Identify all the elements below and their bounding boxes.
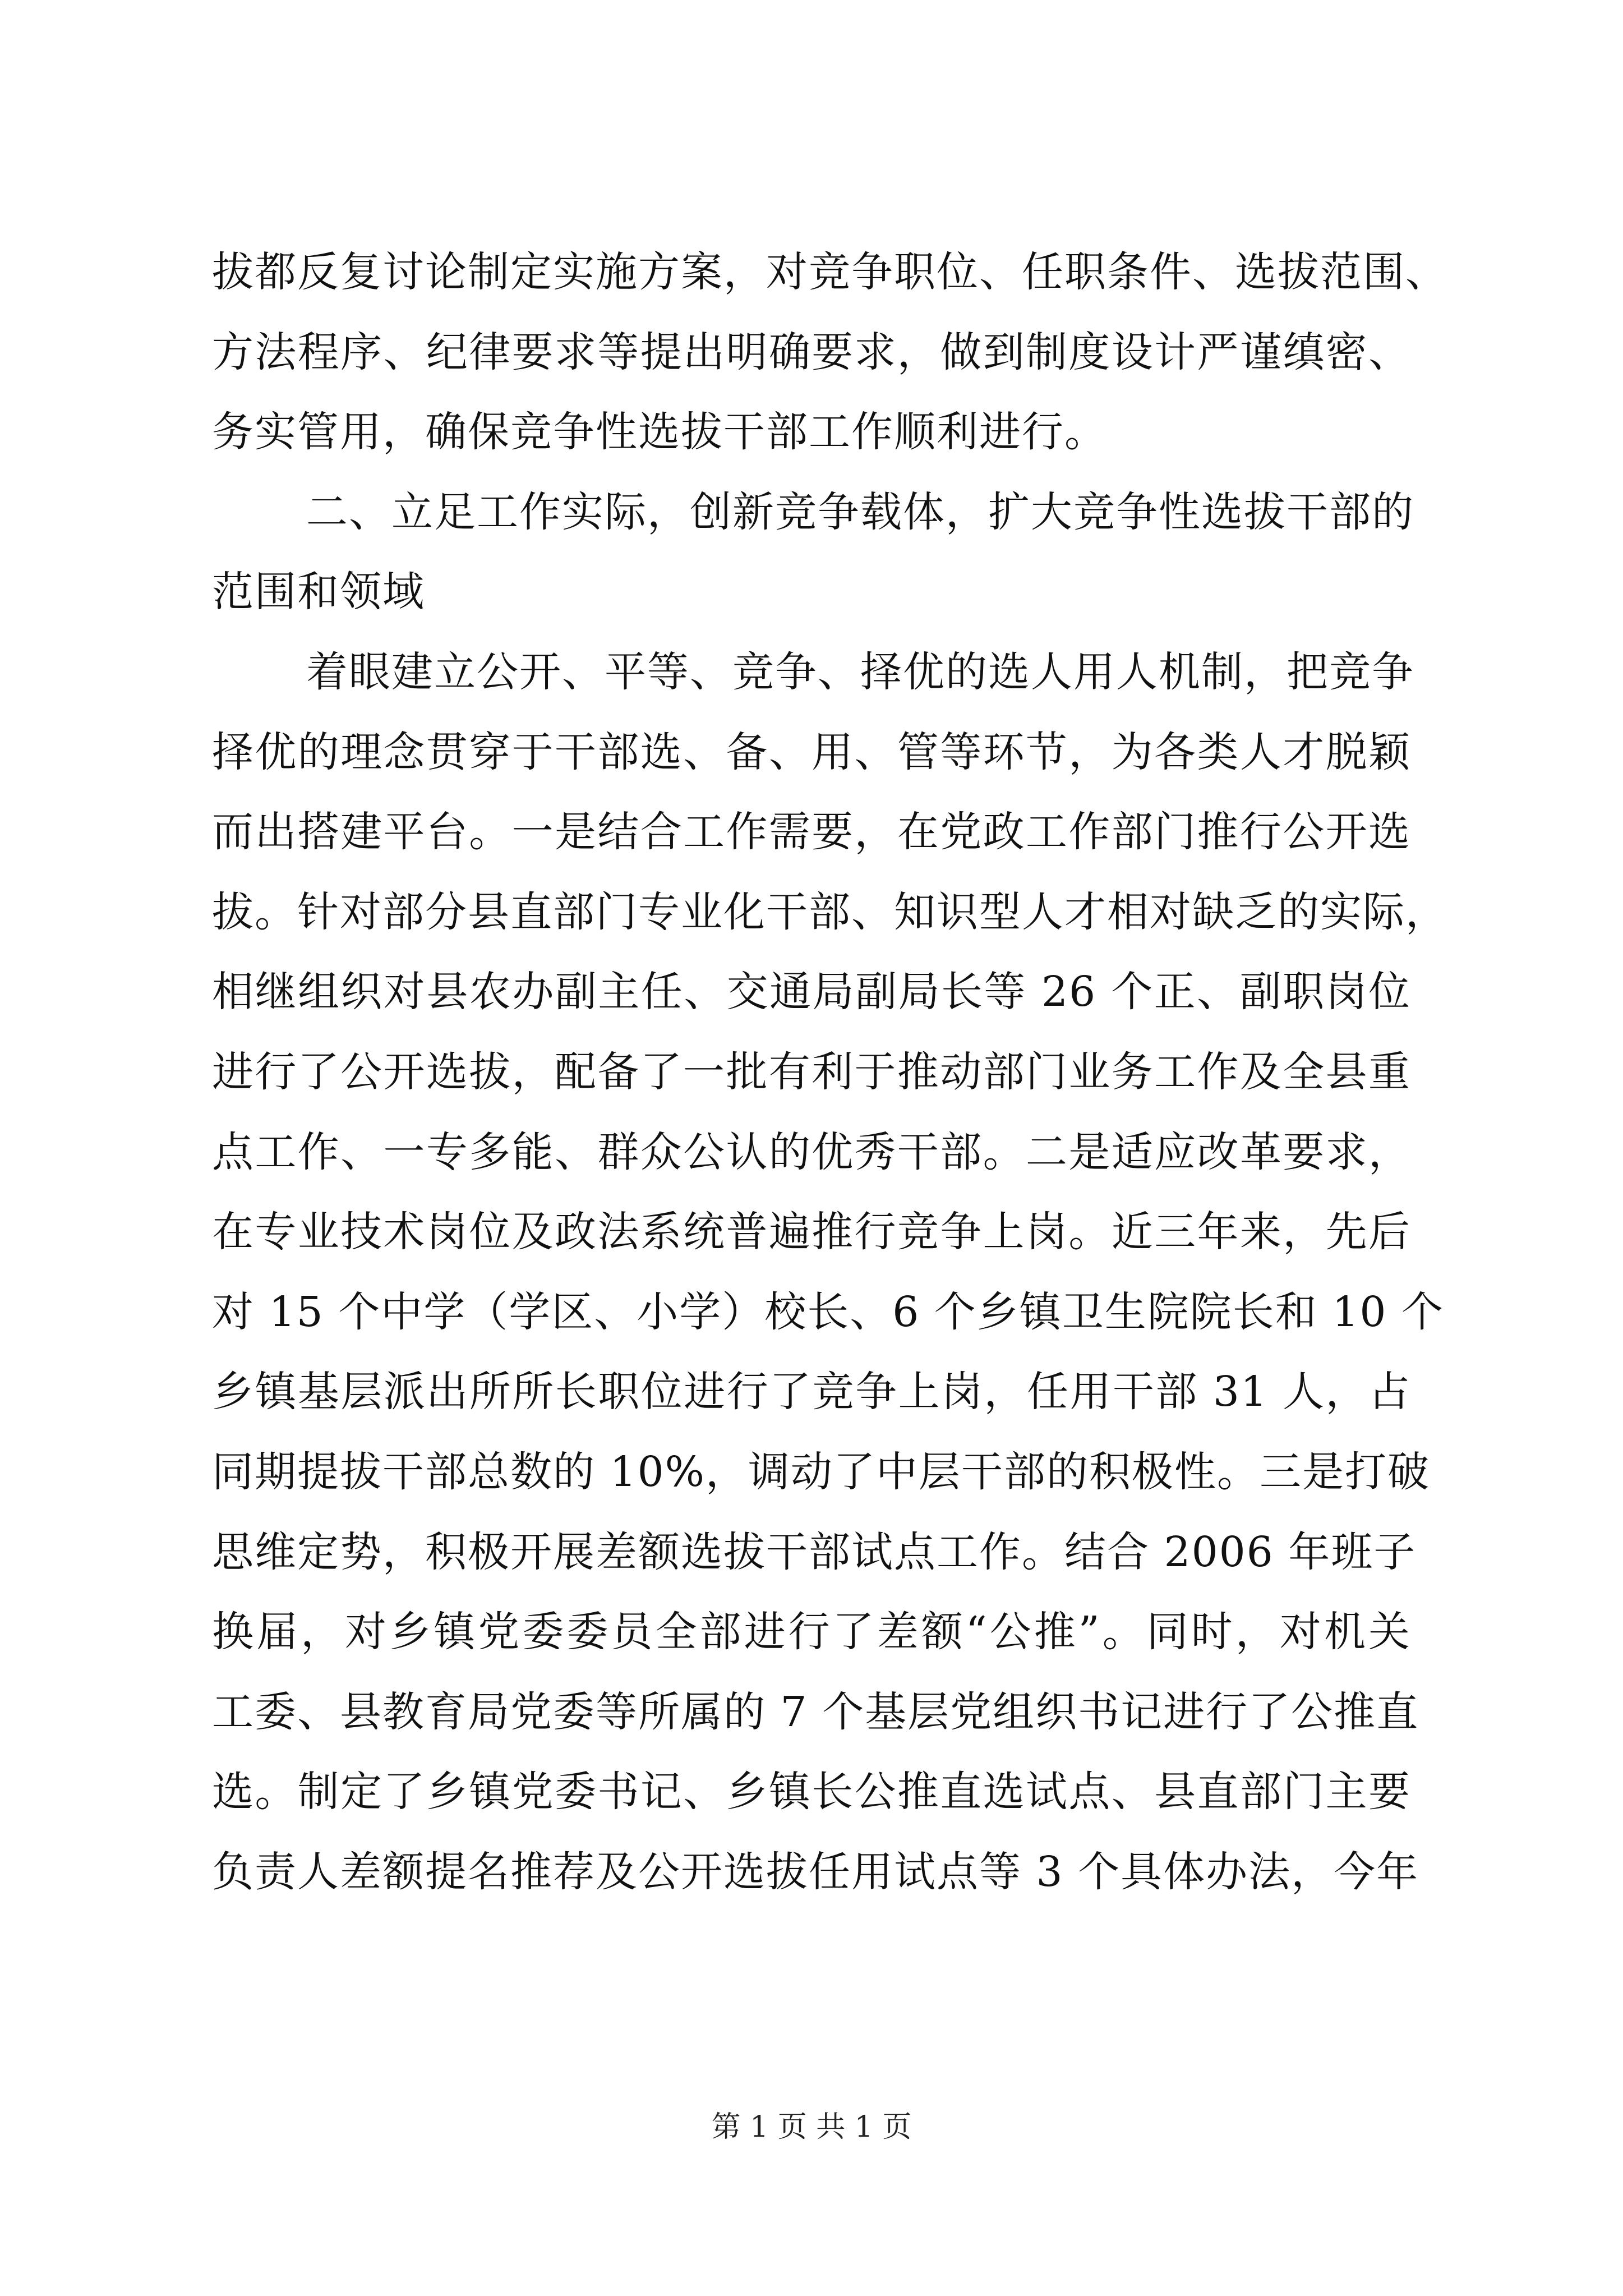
text-line: 选。制定了乡镇党委书记、乡镇长公推直选试点、县直部门主要 <box>212 1768 1411 1816</box>
text-line: 点工作、一专多能、群众公认的优秀干部。二是适应改革要求， <box>212 1128 1411 1176</box>
section-heading-line: 范围和领域 <box>212 568 425 616</box>
text-line: 在专业技术岗位及政法系统普遍推行竞争上岗。近三年来，先后 <box>212 1208 1411 1257</box>
text-line: 而出搭建平台。一是结合工作需要，在党政工作部门推行公开选 <box>212 808 1411 857</box>
text-line: 换届，对乡镇党委委员全部进行了差额“公推”。同时，对机关 <box>212 1608 1411 1657</box>
text-line: 工委、县教育局党委等所属的 7 个基层党组织书记进行了公推直 <box>212 1687 1419 1736</box>
text-line: 思维定势，积极开展差额选拔干部试点工作。结合 2006 年班子 <box>212 1527 1417 1576</box>
text-line: 负责人差额提名推荐及公开选拔任用试点等 3 个具体办法，今年 <box>212 1847 1419 1896</box>
text-line: 择优的理念贯穿于干部选、备、用、管等环节，为各类人才脱颖 <box>212 728 1411 776</box>
text-line: 乡镇基层派出所所长职位进行了竞争上岗，任用干部 31 人，占 <box>212 1368 1411 1416</box>
text-line: 着眼建立公开、平等、竞争、择优的选人用人机制，把竞争 <box>306 647 1414 696</box>
page-footer: 第 1 页 共 1 页 <box>711 2110 912 2144</box>
text-line: 拔都反复讨论制定实施方案，对竞争职位、任职条件、选拔范围、 <box>212 248 1448 296</box>
text-line: 同期提拔干部总数的 10%，调动了中层干部的积极性。三是打破 <box>212 1447 1430 1496</box>
text-line: 对 15 个中学（学区、小学）校长、6 个乡镇卫生院院长和 10 个 <box>212 1287 1445 1336</box>
section-heading-line: 二、立足工作实际，创新竞争载体，扩大竞争性选拔干部的 <box>306 487 1414 536</box>
text-line: 务实管用，确保竞争性选拔干部工作顺利进行。 <box>212 408 1107 457</box>
text-line: 相继组织对县农办副主任、交通局副局长等 26 个正、副职岗位 <box>212 968 1411 1016</box>
document-body <box>212 232 1448 1912</box>
text-line: 拔。针对部分县直部门专业化干部、知识型人才相对缺乏的实际， <box>212 887 1448 936</box>
text-line: 进行了公开选拔，配备了一批有利于推动部门业务工作及全县重 <box>212 1047 1411 1096</box>
text-line: 方法程序、纪律要求等提出明确要求，做到制度设计严谨缜密、 <box>212 328 1411 376</box>
